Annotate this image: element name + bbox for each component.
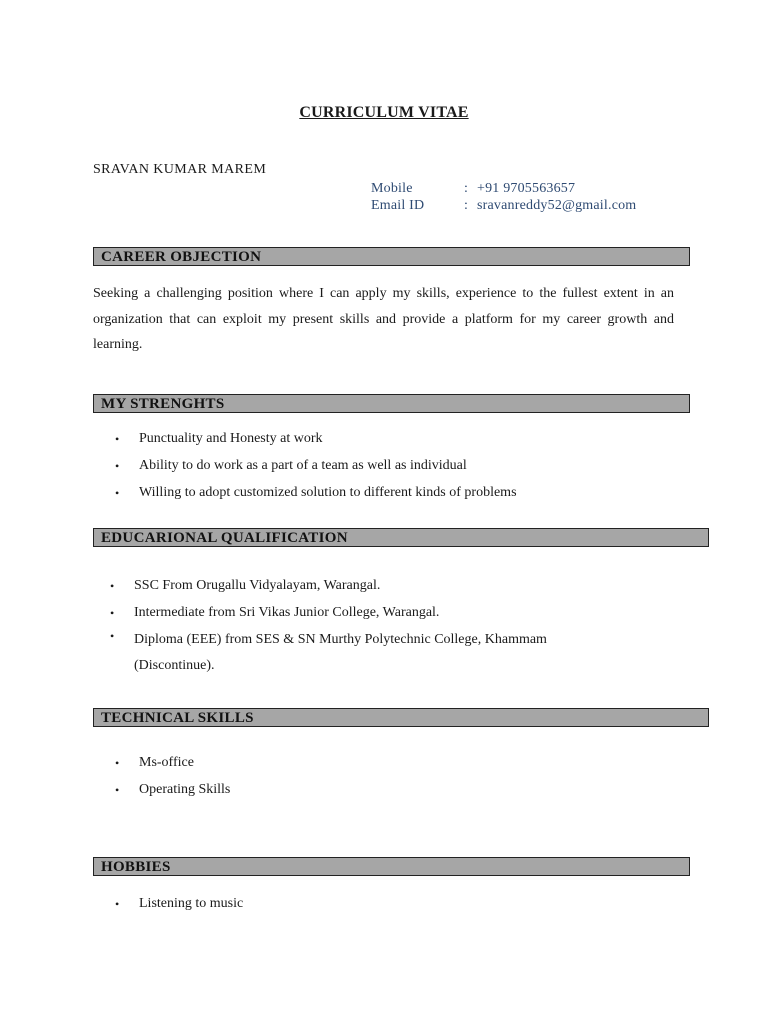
bullet-icon: •: [110, 579, 115, 593]
candidate-name: SRAVAN KUMAR MAREM: [93, 162, 267, 177]
bullet-icon: •: [115, 432, 120, 446]
email-separator: :: [464, 198, 469, 213]
document-title: CURRICULUM VITAE: [299, 104, 469, 121]
education-heading: EDUCARIONAL QUALIFICATION: [93, 528, 709, 547]
list-item-text: SSC From Orugallu Vidyalayam, Warangal.: [134, 578, 381, 593]
strengths-list: [115, 430, 517, 511]
list-item-text: Ability to do work as a part of a team as well as individual: [139, 458, 467, 473]
technical-skills-heading: TECHNICAL SKILLS: [93, 708, 709, 727]
email-address: sravanreddy52@gmail.com: [477, 198, 637, 213]
list-item: [115, 430, 517, 457]
list-item: [115, 484, 517, 511]
bullet-icon: •: [115, 897, 120, 911]
mobile-label: Mobile: [371, 181, 413, 196]
contact-mobile-row: [371, 180, 575, 197]
bullet-icon: •: [115, 756, 120, 770]
list-item-text: Operating Skills: [139, 782, 231, 797]
list-item: [115, 754, 230, 781]
list-item: [115, 895, 244, 922]
list-item-text: Punctuality and Honesty at work: [139, 431, 323, 446]
list-item-text: Ms-office: [139, 755, 194, 770]
list-item: [115, 781, 231, 808]
technical-skills-list: [115, 754, 231, 808]
education-list: [110, 577, 604, 679]
email-label: Email ID: [371, 198, 425, 213]
list-item: [115, 457, 517, 484]
mobile-separator: :: [464, 181, 469, 196]
list-item: [110, 627, 604, 679]
bullet-icon: •: [115, 459, 120, 473]
bullet-icon: •: [115, 783, 120, 797]
hobbies-heading: HOBBIES: [93, 857, 690, 876]
hobbies-list: [115, 895, 244, 922]
list-item-text: Diploma (EEE) from SES & SN Murthy Polytechnic College, Khammam (Discontinue).: [134, 632, 547, 673]
contact-email-row: [371, 197, 636, 214]
list-item: [110, 577, 604, 604]
career-objective-text: Seeking a challenging position where I can apply my skills, experience to the fullest extent in an organization that can exploit my present skills and provide a platform for my career growth and learning.: [93, 286, 674, 352]
list-item-text: Intermediate from Sri Vikas Junior College, Warangal.: [134, 605, 440, 620]
list-item-text: Willing to adopt customized solution to different kinds of problems: [139, 485, 517, 500]
mobile-number: +91 9705563657: [477, 181, 576, 196]
strengths-heading: MY STRENGHTS: [93, 394, 690, 413]
career-objective-heading: CAREER OBJECTION: [93, 247, 690, 266]
bullet-icon: •: [110, 606, 115, 620]
list-item-text: Listening to music: [139, 896, 244, 911]
bullet-icon: •: [115, 486, 120, 500]
bullet-icon: •: [110, 629, 115, 643]
